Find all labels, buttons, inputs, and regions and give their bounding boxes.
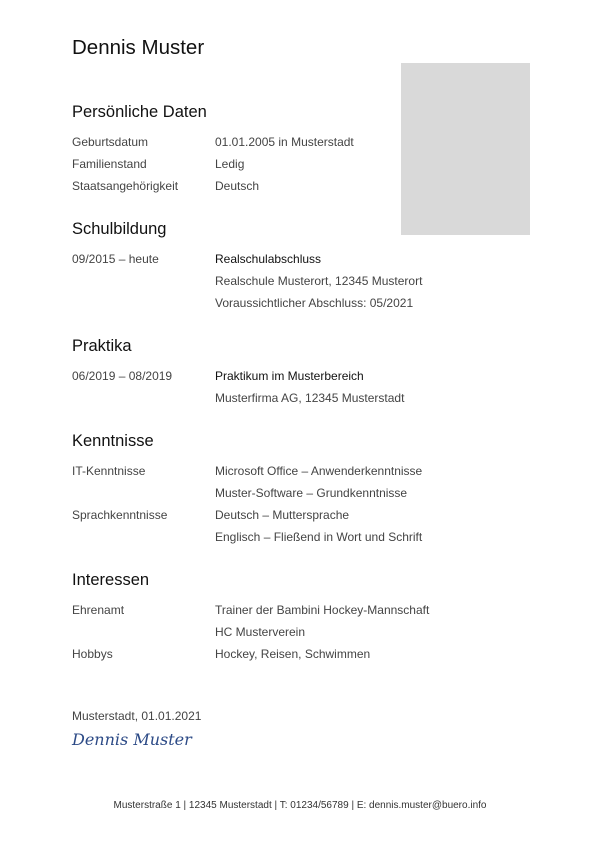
section-schooling [72, 219, 532, 314]
section-skills [72, 431, 532, 548]
list-item [72, 292, 532, 314]
row-value: Muster-Software – Grundkenntnisse [215, 486, 408, 500]
row-label: Staatsangehörigkeit [72, 179, 179, 193]
row-label [72, 621, 215, 643]
list-item [72, 153, 532, 175]
row-value: Trainer der Bambini Hockey-Mannschaft [215, 603, 430, 617]
section-personal-data [72, 102, 532, 197]
section-title: Interessen [72, 571, 150, 589]
applicant-name: Dennis Muster [72, 36, 205, 59]
row-value: Voraussichtlicher Abschluss: 05/2021 [215, 296, 414, 310]
list-item [72, 270, 532, 292]
list-item [72, 599, 532, 621]
signature: Dennis Muster [72, 730, 192, 749]
row-value: Englisch – Fließend in Wort und Schrift [215, 530, 423, 544]
list-item [72, 526, 532, 548]
row-value: Ledig [215, 157, 245, 171]
row-value: Deutsch – Muttersprache [215, 508, 350, 522]
list-item [72, 175, 532, 197]
section-title: Persönliche Daten [72, 103, 207, 121]
section-internships [72, 336, 532, 409]
section-title: Kenntnisse [72, 432, 154, 450]
list-item [72, 460, 532, 482]
row-value: HC Musterverein [215, 625, 306, 639]
row-label [72, 526, 215, 548]
row-label: 09/2015 – heute [72, 252, 159, 266]
row-value: Praktikum im Musterbereich [215, 369, 364, 383]
row-label [72, 387, 215, 409]
list-item [72, 248, 532, 270]
row-value: Realschulabschluss [215, 252, 322, 266]
list-item [72, 621, 532, 643]
list-item [72, 387, 532, 409]
row-value: Hockey, Reisen, Schwimmen [215, 647, 371, 661]
list-item [72, 643, 532, 665]
list-item [72, 131, 532, 153]
list-item [72, 482, 532, 504]
row-label [72, 482, 215, 504]
place-date: Musterstadt, 01.01.2021 [72, 709, 202, 723]
section-interests [72, 570, 532, 665]
row-value: 01.01.2005 in Musterstadt [215, 135, 354, 149]
row-label [72, 292, 215, 314]
list-item [72, 504, 532, 526]
row-value: Microsoft Office – Anwenderkenntnisse [215, 464, 423, 478]
section-title: Praktika [72, 337, 132, 355]
row-label: Hobbys [72, 647, 113, 661]
row-label: Ehrenamt [72, 603, 125, 617]
row-label: 06/2019 – 08/2019 [72, 369, 173, 383]
row-label: Familienstand [72, 157, 147, 171]
row-value: Deutsch [215, 179, 260, 193]
footer-contact: Musterstraße 1 | 12345 Musterstadt | T: 01234/56789 | E: dennis.muster@buero.info [113, 800, 487, 811]
row-value: Realschule Musterort, 12345 Musterort [215, 274, 423, 288]
row-label: IT-Kenntnisse [72, 464, 146, 478]
section-title: Schulbildung [72, 220, 167, 238]
row-label: Sprachkenntnisse [72, 508, 168, 522]
row-label [72, 270, 215, 292]
row-value: Musterfirma AG, 12345 Musterstadt [215, 391, 405, 405]
list-item [72, 365, 532, 387]
row-label: Geburtsdatum [72, 135, 149, 149]
